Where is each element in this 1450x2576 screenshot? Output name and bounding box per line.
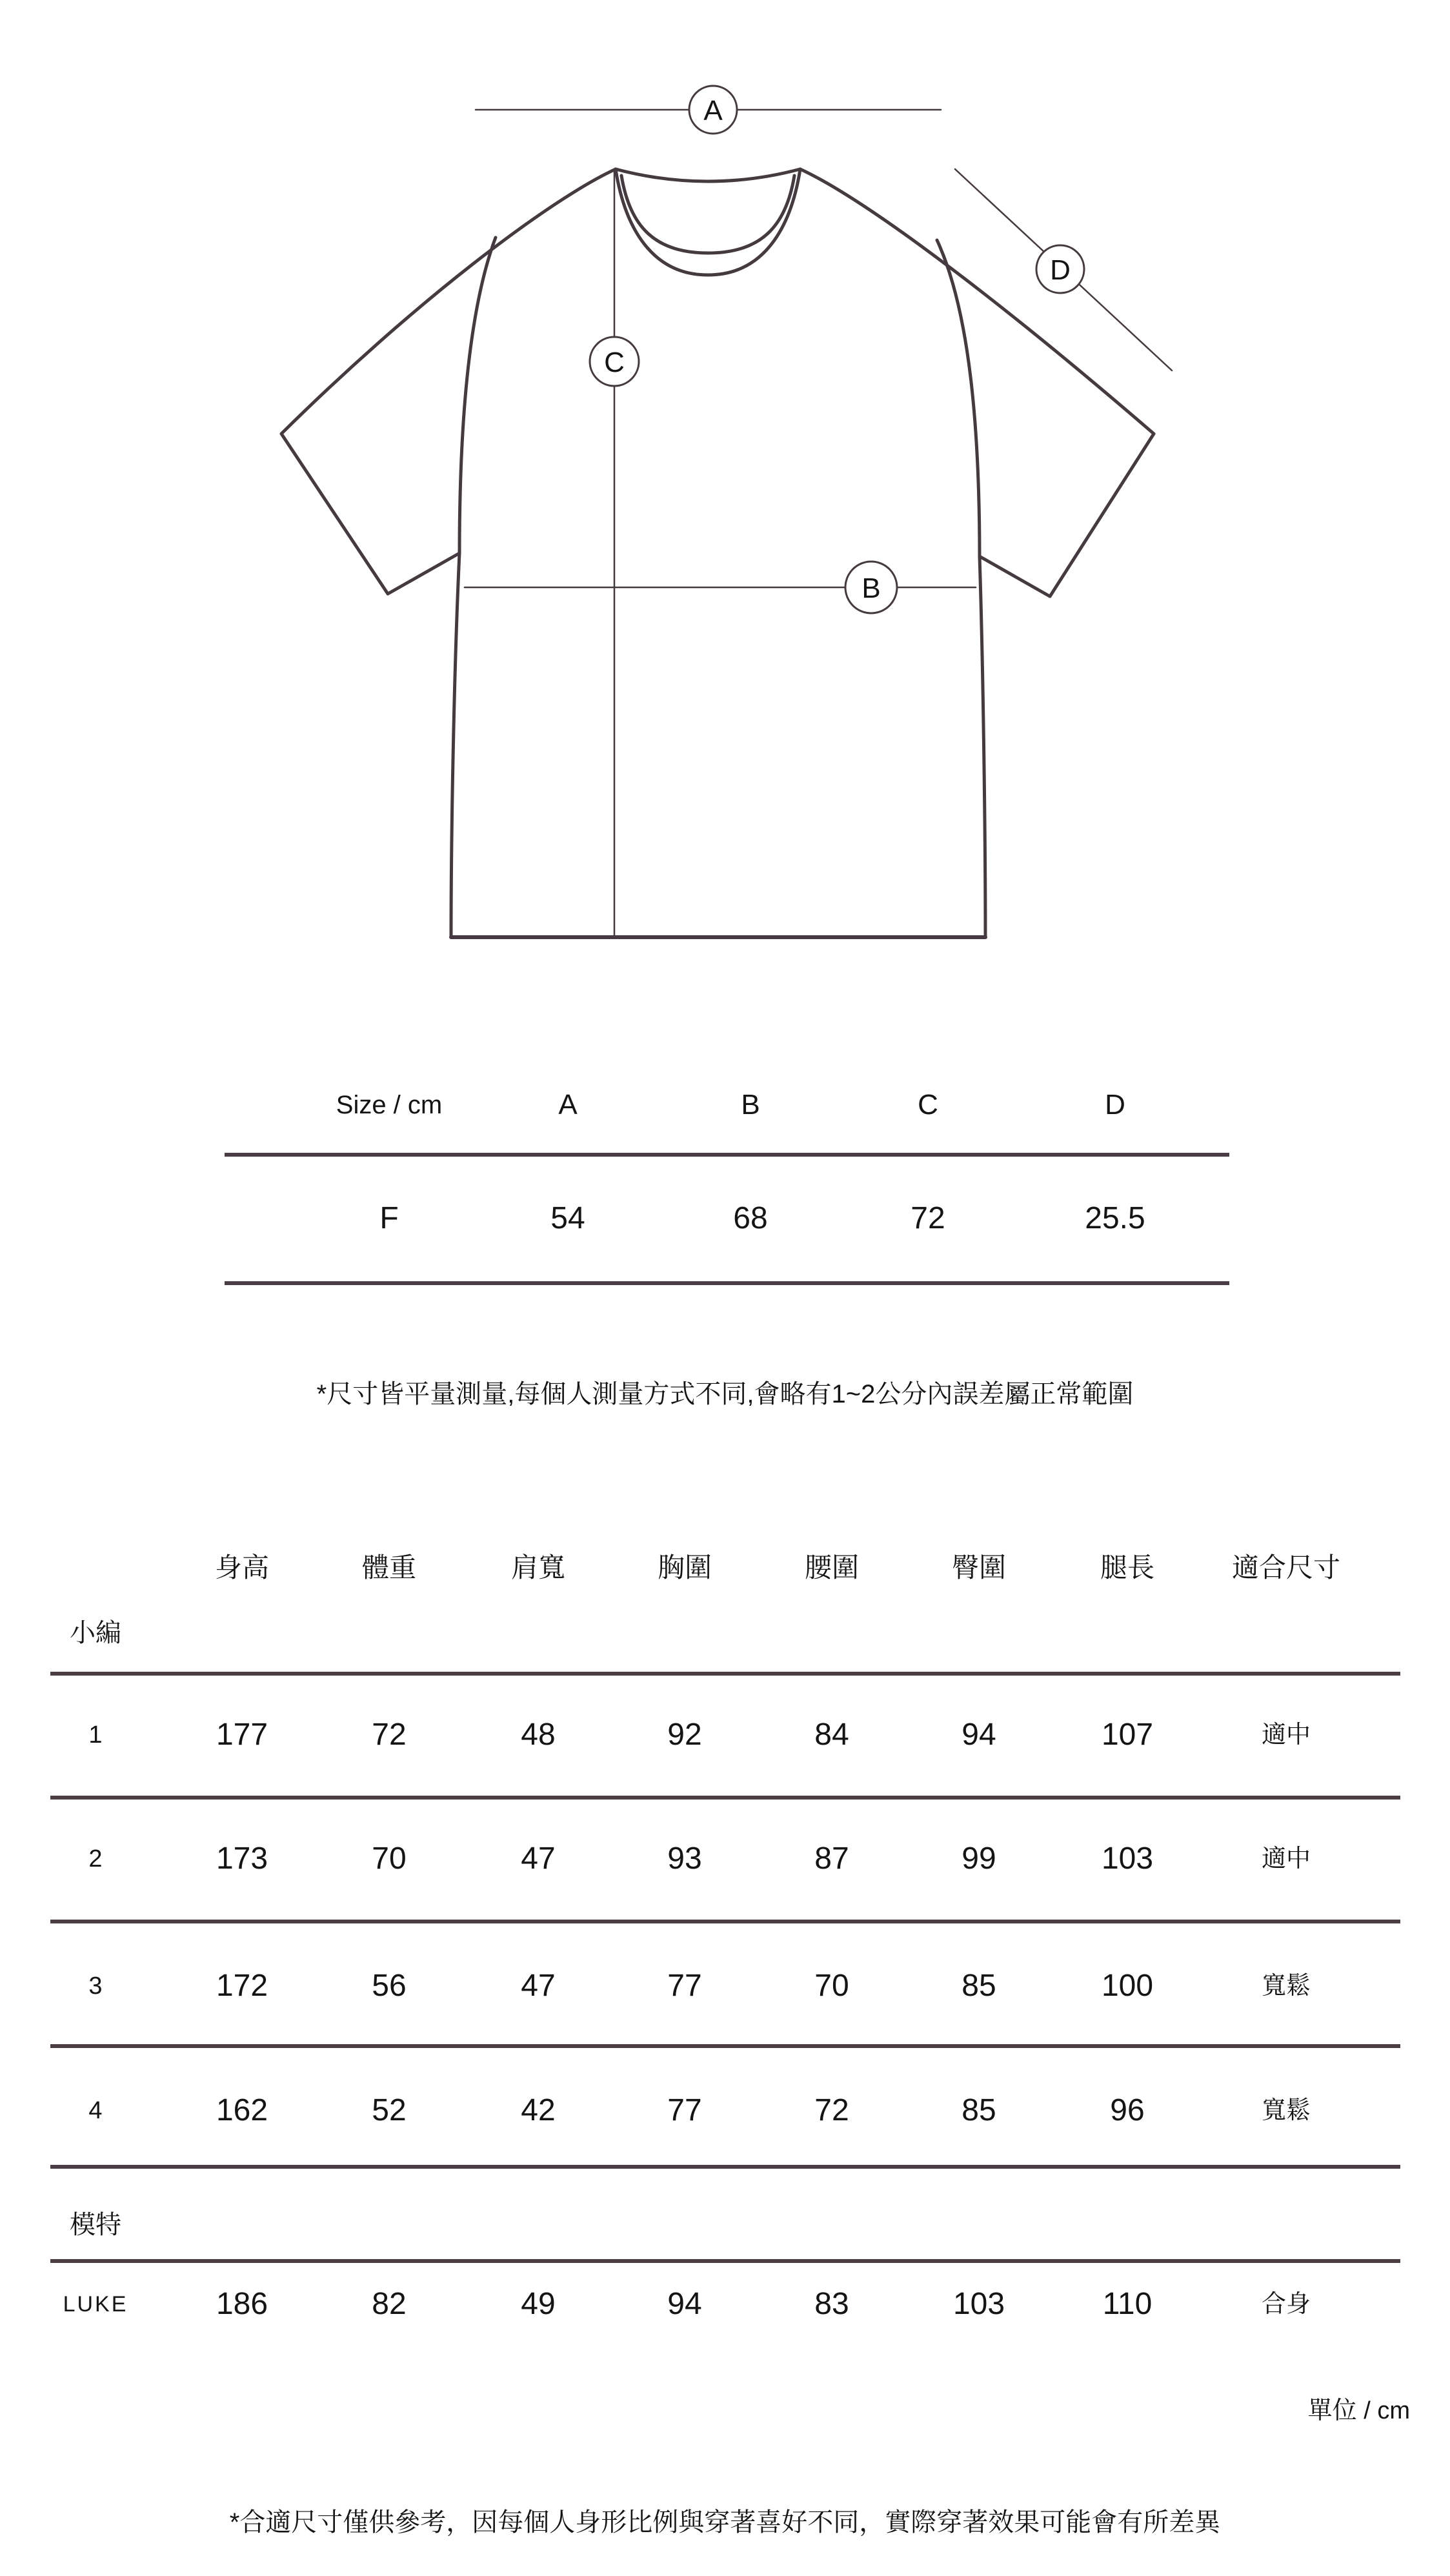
- header-leg: 腿長: [1100, 1552, 1155, 1583]
- header-weight: 體重: [361, 1552, 417, 1583]
- size-cell-b: 68: [733, 1201, 768, 1235]
- cell-height: 173: [216, 1841, 268, 1876]
- cell-fit: 寬鬆: [1261, 1973, 1311, 2000]
- row-label: 2: [88, 1845, 103, 1872]
- cell-leg: 100: [1101, 1969, 1154, 2003]
- cell-shoulder: 47: [521, 1841, 556, 1876]
- cell-leg: 110: [1102, 2287, 1153, 2321]
- staff-row-1: [0, 1699, 1450, 1770]
- cell-waist: 83: [814, 2287, 849, 2321]
- cell-chest: 92: [667, 1718, 702, 1752]
- measure-label-c: C: [604, 347, 625, 378]
- tshirt-outline: [281, 169, 1154, 937]
- collar-inner: [621, 176, 794, 253]
- cell-waist: 87: [814, 1841, 849, 1876]
- size-table-header-b: B: [741, 1089, 760, 1121]
- cell-fit: 適中: [1261, 1845, 1311, 1872]
- cell-weight: 82: [372, 2287, 407, 2321]
- staff-group-label: 小編: [70, 1619, 121, 1647]
- measure-label-a: A: [703, 95, 723, 127]
- cell-weight: 70: [372, 1841, 407, 1876]
- cell-chest: 94: [667, 2287, 702, 2321]
- cell-fit: 適中: [1261, 1721, 1311, 1749]
- model-group-label: 模特: [70, 2211, 121, 2239]
- right-armhole: [937, 240, 985, 937]
- model-name: LUKE: [63, 2292, 128, 2317]
- cell-shoulder: 47: [521, 1969, 556, 2003]
- size-table-header-size: Size / cm: [336, 1091, 443, 1119]
- cell-chest: 77: [667, 2093, 702, 2127]
- size-cell-size: F: [379, 1201, 399, 1235]
- cell-height: 177: [216, 1718, 268, 1752]
- row-label: 3: [88, 1973, 103, 2000]
- cell-shoulder: 49: [521, 2287, 556, 2321]
- cell-waist: 70: [814, 1969, 849, 2003]
- cell-waist: 84: [814, 1718, 849, 1752]
- cell-fit: 合身: [1261, 2291, 1311, 2318]
- row-label: 4: [88, 2097, 103, 2124]
- right-shoulder-sleeve: [800, 169, 1154, 596]
- size-cell-d: 25.5: [1085, 1201, 1145, 1235]
- size-table-header-c: C: [918, 1089, 938, 1121]
- cell-chest: 93: [667, 1841, 702, 1876]
- body-table-rule-4: [50, 2044, 1400, 2048]
- size-table-header-d: D: [1105, 1089, 1125, 1121]
- cell-height: 162: [216, 2093, 268, 2127]
- staff-row-4: [0, 2075, 1450, 2146]
- cell-waist: 72: [814, 2093, 849, 2127]
- measure-lines: [465, 110, 1172, 937]
- cell-weight: 72: [372, 1718, 407, 1752]
- cell-shoulder: 42: [521, 2093, 556, 2127]
- body-table-rule-6: [50, 2259, 1400, 2263]
- fit-disclaimer-note: *合適尺寸僅供參考，因每個人身形比例與穿著喜好不同，實際穿著效果可能會有所差異: [229, 2508, 1221, 2537]
- cell-weight: 52: [372, 2093, 407, 2127]
- cell-hip: 85: [962, 2093, 996, 2127]
- tshirt-measurement-diagram: [0, 0, 1450, 1007]
- cell-hip: 103: [952, 2287, 1005, 2321]
- body-table-rule-2: [50, 1796, 1400, 1800]
- model-row-luke: [0, 2269, 1450, 2340]
- body-table-rule-3: [50, 1920, 1400, 1923]
- staff-row-3: [0, 1951, 1450, 2022]
- size-cell-a: 54: [550, 1201, 585, 1235]
- cell-hip: 94: [962, 1718, 996, 1752]
- header-height: 身高: [214, 1552, 270, 1583]
- body-table-rule-5: [50, 2165, 1400, 2169]
- header-fit: 適合尺寸: [1231, 1552, 1341, 1583]
- cell-shoulder: 48: [521, 1718, 556, 1752]
- cell-height: 186: [216, 2287, 268, 2321]
- measuring-note: *尺寸皆平量測量,每個人測量方式不同,會略有1~2公分內誤差屬正常範圍: [316, 1380, 1134, 1408]
- header-chest: 胸圍: [657, 1552, 712, 1583]
- cell-leg: 96: [1110, 2093, 1145, 2127]
- left-shoulder-sleeve: [281, 169, 616, 594]
- cell-chest: 77: [667, 1969, 702, 2003]
- cell-fit: 寬鬆: [1261, 2097, 1311, 2124]
- back-neck-line: [616, 169, 800, 181]
- collar-outer: [616, 169, 800, 275]
- cell-height: 172: [216, 1969, 268, 2003]
- size-cell-c: 72: [911, 1201, 945, 1235]
- body-table-header-row: [0, 1532, 1450, 1603]
- unit-label: 單位 / cm: [1307, 2397, 1410, 2424]
- cell-leg: 107: [1101, 1718, 1154, 1752]
- body-table-rule-1: [50, 1672, 1400, 1676]
- header-shoulder: 肩寬: [510, 1552, 566, 1583]
- measure-label-b: B: [861, 573, 881, 604]
- staff-row-2: [0, 1823, 1450, 1894]
- header-hip: 臀圍: [951, 1552, 1007, 1583]
- cell-hip: 99: [962, 1841, 996, 1876]
- size-table-header-a: A: [558, 1089, 578, 1121]
- cell-hip: 85: [962, 1969, 996, 2003]
- row-label: 1: [88, 1721, 103, 1749]
- size-table-header-row: [0, 1070, 1450, 1141]
- size-table-rule-bottom: [225, 1281, 1229, 1285]
- header-waist: 腰圍: [804, 1552, 860, 1583]
- measure-badges: [590, 86, 1084, 613]
- measure-label-d: D: [1050, 254, 1071, 286]
- size-table-rule-top: [225, 1153, 1229, 1157]
- size-table-row-f: [0, 1183, 1450, 1254]
- cell-leg: 103: [1101, 1841, 1154, 1876]
- cell-weight: 56: [372, 1969, 407, 2003]
